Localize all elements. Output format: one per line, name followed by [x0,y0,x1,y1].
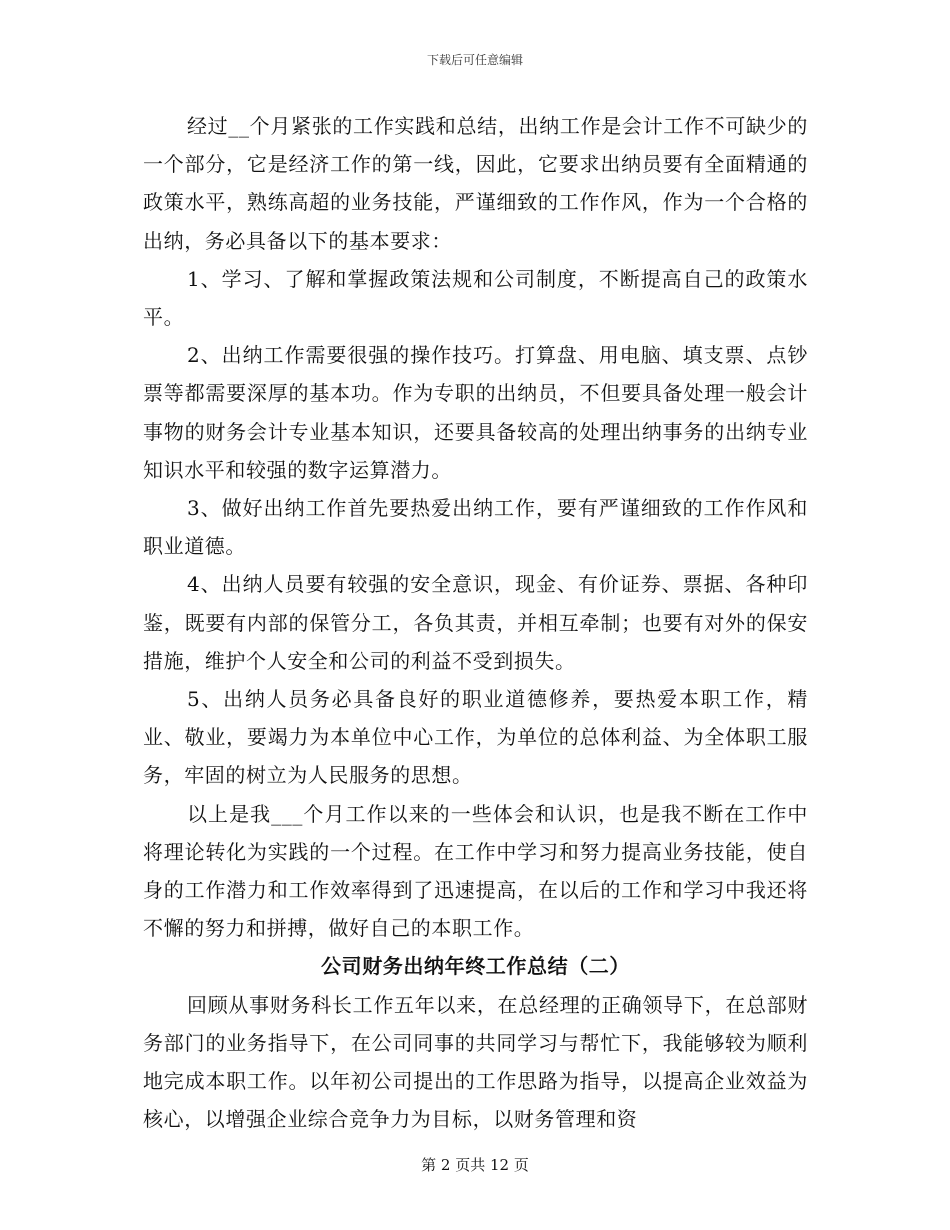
page-number: 第 2 页共 12 页 [421,1156,529,1174]
section-title: 公司财务出纳年终工作总结（二） [321,954,630,979]
page-header-note: 下载后可任意编辑 [426,53,523,67]
paragraph-item-3: 3、做好出纳工作首先要热爱出纳工作，要有严谨细致的工作作风和职业道德。 [143,496,808,559]
paragraph-conclusion: 以上是我___个月工作以来的一些体会和认识，也是我不断在工作中将理论转化为实践的一个过程。在工作中学习和努力提高业务技能，使自身的工作潜力和工作效率得到了迅速提高，在以后的工作和学习中我还将不懈的努力和拼搏，做好自己的本职工作。 [143,801,808,941]
paragraph-section-intro: 回顾从事财务科长工作五年以来，在总经理的正确领导下，在总部财务部门的业务指导下，在公司同事的共同学习与帮忙下，我能够较为顺利地完成本职工作。以年初公司提出的工作思路为指导，以提高企业效益为核心，以增强企业综合竞争力为目标，以财务管理和资 [143,992,808,1132]
document-body [143,107,808,1138]
paragraph-item-2: 2、出纳工作需要很强的操作技巧。打算盘、用电脑、填支票、点钞票等都需要深厚的基本功。作为专职的出纳员，不但要具备处理一般会计事物的财务会计专业基本知识，还要具备较高的处理出纳事务的出纳专业知识水平和较强的数字运算潜力。 [143,343,808,482]
paragraph-intro: 经过__个月紧张的工作实践和总结，出纳工作是会计工作不可缺少的一个部分，它是经济工作的第一线，因此，它要求出纳员要有全面精通的政策水平，熟练高超的业务技能，严谨细致的工作作风，作为一个合格的出纳，务必具备以下的基本要求： [143,114,808,253]
paragraph-item-1: 1、学习、了解和掌握政策法规和公司制度，不断提高自己的政策水平。 [143,266,808,330]
paragraph-item-4: 4、出纳人员要有较强的安全意识，现金、有价证券、票据、各种印鉴，既要有内部的保管分工，各负其责，并相互牵制；也要有对外的保安措施，维护个人安全和公司的利益不受到损失。 [143,572,808,673]
paragraph-item-5: 5、出纳人员务必具备良好的职业道德修养，要热爱本职工作，精业、敬业，要竭力为本单位中心工作，为单位的总体利益、为全体职工服务，牢固的树立为人民服务的思想。 [143,687,808,788]
